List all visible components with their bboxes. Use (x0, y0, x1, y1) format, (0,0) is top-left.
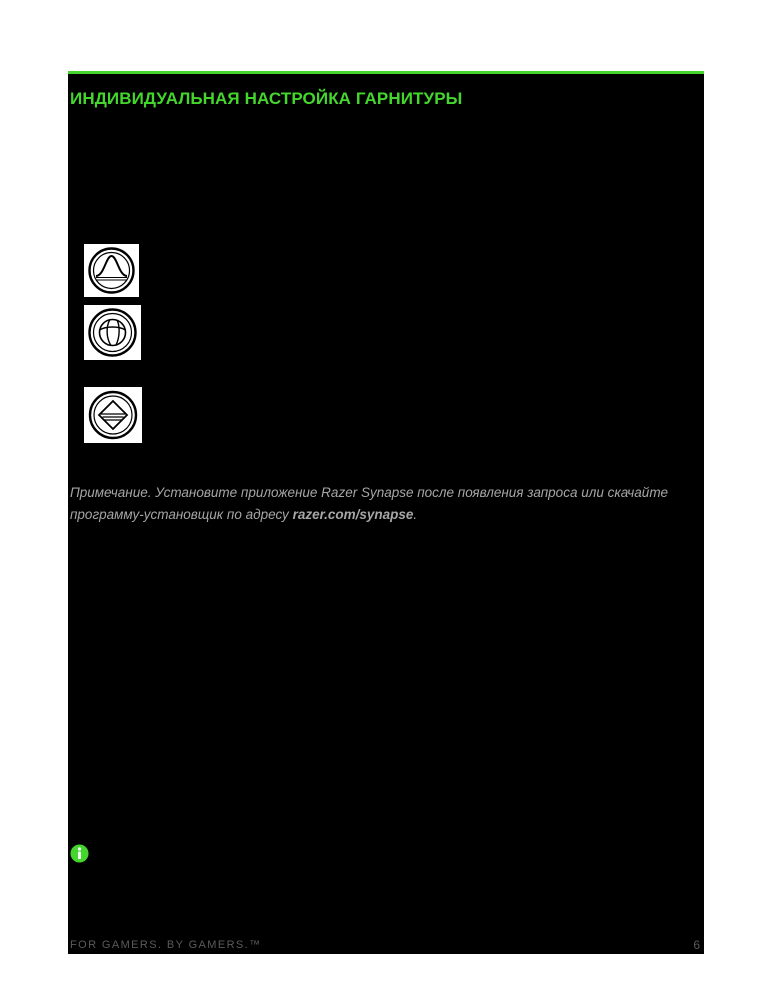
equalizer-curve-icon (84, 244, 139, 297)
installation-note (70, 482, 700, 526)
manual-page (68, 71, 704, 954)
info-icon (70, 844, 89, 863)
footer-tagline: FOR GAMERS. BY GAMERS.™ (70, 939, 262, 951)
note-text: Примечание. Установите приложение Razer Synapse после появления запроса или скачайте программу-установщик по адресу (70, 485, 669, 522)
page-number: 6 (693, 938, 700, 952)
synapse-link[interactable]: razer.com/synapse (292, 507, 414, 522)
mic-level-diamond-icon (84, 387, 142, 443)
surround-globe-icon (84, 305, 141, 360)
header-rule (68, 71, 704, 74)
section-title: ИНДИВИДУАЛЬНАЯ НАСТРОЙКА ГАРНИТУРЫ (70, 89, 463, 108)
note-suffix: . (413, 507, 418, 522)
